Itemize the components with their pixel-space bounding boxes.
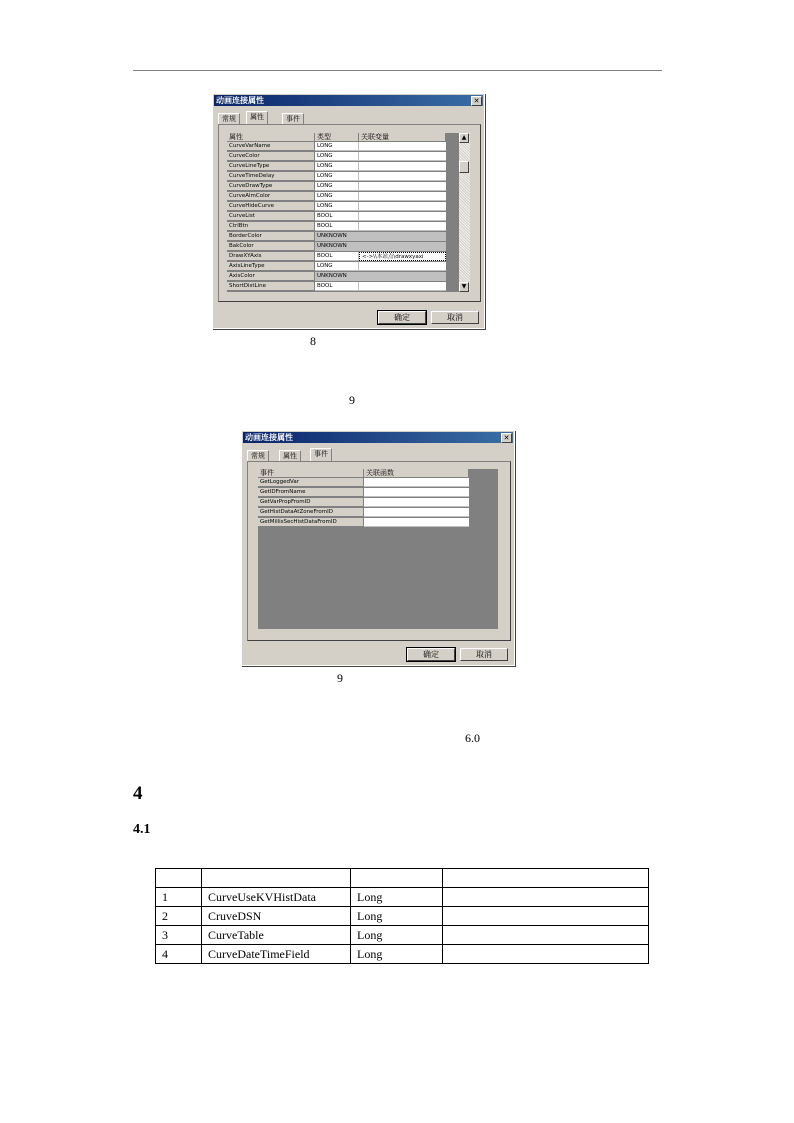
- dialog-animation-link-events: [241, 430, 515, 666]
- tab-panel: [218, 124, 481, 302]
- grid-row[interactable]: AxisLineType LONG: [227, 262, 446, 272]
- section-heading: 4: [133, 783, 143, 804]
- version-label: 6.0: [465, 731, 480, 745]
- subsection-heading: 4.1: [133, 822, 151, 837]
- scroll-thumb[interactable]: [459, 161, 469, 173]
- ok-button[interactable]: 确定: [407, 648, 455, 661]
- tab-properties[interactable]: 属性: [246, 111, 268, 124]
- events-grid: [258, 469, 498, 629]
- tab-events[interactable]: 事件: [282, 113, 304, 124]
- grid-row[interactable]: CurveHideCurve LONG: [227, 202, 446, 212]
- tab-general[interactable]: 常规: [218, 113, 240, 124]
- grid-row[interactable]: CurveAlmColor LONG: [227, 192, 446, 202]
- grid-row[interactable]: GetHistDataAtZoneFromID: [258, 508, 469, 518]
- grid-row[interactable]: BakColor UNKNOWN: [227, 242, 446, 252]
- tab-general[interactable]: 常规: [247, 450, 269, 461]
- table-row: [156, 869, 649, 888]
- grid-row[interactable]: BorderColor UNKNOWN: [227, 232, 446, 242]
- grid-row[interactable]: CurveLineType LONG: [227, 162, 446, 172]
- grid-row[interactable]: GetLoggedVar: [258, 478, 469, 488]
- scroll-up-icon[interactable]: ▲: [459, 133, 469, 143]
- grid-row[interactable]: GetIDFromName: [258, 488, 469, 498]
- dialog-title-bar: [214, 95, 483, 106]
- grid-row[interactable]: CtrlBtn BOOL: [227, 222, 446, 232]
- grid-row[interactable]: ShortDistLine BOOL: [227, 282, 446, 292]
- grid-row[interactable]: GetVarPropFromID: [258, 498, 469, 508]
- dialog-title: 动画连接属性: [216, 96, 264, 105]
- tab-properties[interactable]: 属性: [279, 450, 301, 461]
- table-row: 4 CurveDateTimeField Long: [156, 945, 649, 964]
- grid-row[interactable]: GetMillisSecHistDataFromID: [258, 518, 469, 528]
- cancel-button[interactable]: 取消: [460, 648, 508, 661]
- column-header-type: 类型: [315, 133, 359, 142]
- header-rule: [133, 70, 662, 71]
- properties-grid: [227, 133, 467, 292]
- grid-row[interactable]: CurveTimeDelay LONG: [227, 172, 446, 182]
- grid-row[interactable]: CurveVarName LONG: [227, 142, 446, 152]
- table-row: 3 CurveTable Long: [156, 926, 649, 945]
- figure-caption: 9: [337, 671, 343, 685]
- dialog-title-bar: [243, 432, 513, 443]
- grid-row[interactable]: CurveDrawType LONG: [227, 182, 446, 192]
- tab-panel: [247, 461, 511, 641]
- tab-events[interactable]: 事件: [310, 448, 332, 461]
- grid-row[interactable]: AxisColor UNKNOWN: [227, 272, 446, 282]
- column-header-variable: 关联变量: [359, 133, 446, 142]
- grid-row[interactable]: DrawXYAxis BOOL <->\\本站点\drawxyaxi: [227, 252, 446, 262]
- table-row: 2 CruveDSN Long: [156, 907, 649, 926]
- close-icon[interactable]: ✕: [501, 433, 512, 443]
- dialog-title: 动画连接属性: [245, 433, 293, 442]
- table-row: 1 CurveUseKVHistData Long: [156, 888, 649, 907]
- grid-row[interactable]: CurveColor LONG: [227, 152, 446, 162]
- dialog-animation-link-properties: [212, 93, 485, 329]
- cancel-button[interactable]: 取消: [431, 311, 479, 324]
- vertical-scrollbar[interactable]: [459, 133, 470, 292]
- column-header-function: 关联函数: [364, 469, 469, 478]
- data-table: [155, 868, 649, 964]
- figure-caption: 9: [349, 393, 355, 407]
- close-icon[interactable]: ✕: [471, 96, 482, 106]
- column-header-event: 事件: [258, 469, 364, 478]
- ok-button[interactable]: 确定: [378, 311, 426, 324]
- grid-row[interactable]: CurveList BOOL: [227, 212, 446, 222]
- scroll-down-icon[interactable]: ▼: [459, 282, 469, 292]
- figure-caption: 8: [310, 334, 316, 348]
- column-header-property: 属性: [227, 133, 315, 142]
